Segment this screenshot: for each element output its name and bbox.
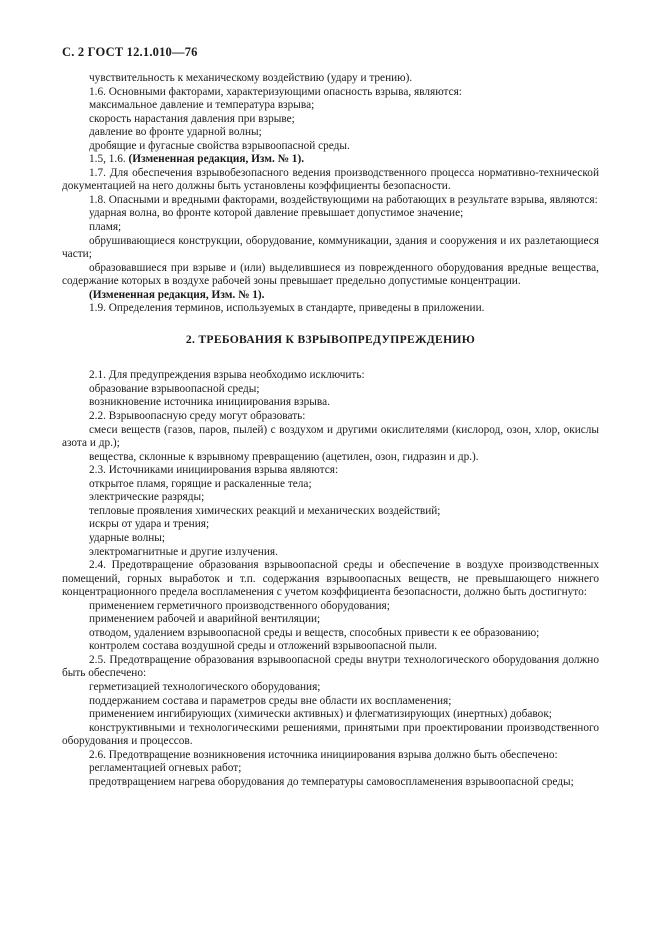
paragraph [62, 99, 599, 113]
paragraph-text: пламя; [89, 221, 122, 234]
paragraph-text: 1.7. Для обеспечения взрывобезопасного ведения производственного процесса нормативно-технической документацией на него должны быть установлены коэффициенты безопасности. [62, 166, 599, 193]
paragraph-text: герметизацией технологического оборудования; [89, 680, 321, 693]
paragraph-text: регламентацией огневых работ; [89, 762, 242, 775]
paragraph [62, 627, 599, 641]
paragraph-text: поддержанием состава и параметров среды вне области их воспламенения; [89, 694, 452, 707]
section-2-body [62, 369, 599, 789]
paragraph-text: применением рабочей и аварийной вентиляции; [89, 613, 321, 626]
page-header: С. 2 ГОСТ 12.1.010—76 [62, 45, 198, 59]
paragraph [62, 708, 599, 722]
paragraph [62, 396, 599, 410]
paragraph-text: ударная волна, во фронте которой давление превышает допустимое значение; [89, 207, 464, 220]
paragraph [62, 464, 599, 478]
paragraph [62, 424, 599, 451]
paragraph-text: предотвращением нагрева оборудования до температуры самовоспламенения взрывоопасной среды; [89, 775, 574, 788]
paragraph [62, 532, 599, 546]
paragraph [62, 518, 599, 532]
paragraph [62, 640, 599, 654]
paragraph [62, 451, 599, 465]
paragraph [62, 207, 599, 221]
paragraph-text: образование взрывоопасной среды; [89, 382, 260, 395]
amendment-note: (Измененная редакция, Изм. № 1). [125, 153, 305, 166]
paragraph-text: искры от удара и трения; [89, 518, 210, 531]
paragraph-text: 2.4. Предотвращение образования взрывоопасной среды и обеспечение в воздухе производственных помещений, горных выработок и т.п. содержания взрывоопасных веществ, не превышающего нижнего концентрационного предела воспламенения с учетом коэффициента безопасности, должно быть достигнуто: [62, 559, 599, 599]
paragraph-text: применением герметичного производственного оборудования; [89, 599, 390, 612]
paragraph [62, 262, 599, 289]
paragraph [62, 140, 599, 154]
section-1-continuation [62, 72, 599, 316]
paragraph [62, 762, 599, 776]
paragraph-text: дробящие и фугасные свойства взрывоопасной среды. [89, 139, 350, 152]
paragraph-text: (Измененная редакция, Изм. № 1). [89, 288, 265, 301]
paragraph [62, 695, 599, 709]
paragraph-text: 2.2. Взрывоопасную среду могут образовать: [89, 410, 306, 423]
paragraph [62, 505, 599, 519]
paragraph [62, 86, 599, 100]
paragraph [62, 113, 599, 127]
paragraph-text: конструктивными и технологическими решениями, принятыми при проектировании производственного оборудования и процессов. [62, 721, 599, 748]
paragraph [62, 167, 599, 194]
paragraph [62, 302, 599, 316]
paragraph [62, 559, 599, 600]
paragraph [62, 613, 599, 627]
paragraph [62, 681, 599, 695]
paragraph-text: отводом, удалением взрывоопасной среды и веществ, способных привести к ее образованию; [89, 626, 540, 639]
paragraph-text: применением ингибирующих (химически активных) и флегматизирующих (инертных) добавок; [89, 708, 552, 721]
paragraph [62, 72, 599, 86]
paragraph [62, 221, 599, 235]
paragraph-text: 1.9. Определения терминов, используемых в стандарте, приведены в приложении. [89, 302, 485, 315]
paragraph-text: скорость нарастания давления при взрыве; [89, 112, 295, 125]
paragraph [62, 194, 599, 208]
paragraph [62, 126, 599, 140]
paragraph [62, 383, 599, 397]
paragraph [62, 722, 599, 749]
paragraph-text: 1.8. Опасными и вредными факторами, воздействующими на работающих в результате взрыва, являются: [89, 193, 598, 206]
paragraph-text: тепловые проявления химических реакций и механических воздействий; [89, 504, 441, 517]
paragraph [62, 749, 599, 763]
paragraph [62, 478, 599, 492]
paragraph-text: 2.3. Источниками инициирования взрыва являются: [89, 464, 339, 477]
paragraph-text: вещества, склонные к взрывному превращению (ацетилен, озон, гидразин и др.). [89, 450, 479, 463]
paragraph [62, 369, 599, 383]
paragraph [62, 153, 599, 167]
paragraph-text: обрушивающиеся конструкции, оборудование, коммуникации, здания и сооружения и их разлетающиеся части; [62, 234, 599, 261]
paragraph-text: 1.5, 1.6. [89, 153, 126, 166]
paragraph-text: электрические разряды; [89, 491, 205, 504]
paragraph-text: электромагнитные и другие излучения. [89, 545, 278, 558]
paragraph-text: открытое пламя, горящие и раскаленные тела; [89, 477, 312, 490]
paragraph [62, 600, 599, 614]
paragraph-text: возникновение источника инициирования взрыва. [89, 396, 330, 409]
paragraph [62, 289, 599, 303]
paragraph-text: давление во фронте ударной волны; [89, 126, 262, 139]
section-2-title: 2. ТРЕБОВАНИЯ К ВЗРЫВОПРЕДУПРЕЖДЕНИЮ [185, 332, 476, 346]
paragraph-text: смеси веществ (газов, паров, пылей) с воздухом и другими окислителями (кислород, озон, хлор, окислы азота и др.); [62, 423, 599, 450]
paragraph [62, 776, 599, 790]
paragraph-text: максимальное давление и температура взрыва; [89, 99, 315, 112]
paragraph-text: чувствительность к механическому воздействию (удару и трению). [89, 72, 413, 84]
paragraph [62, 410, 599, 424]
paragraph-text: 2.1. Для предупреждения взрыва необходимо исключить: [89, 369, 365, 382]
paragraph [62, 654, 599, 681]
paragraph-text: 2.6. Предотвращение возникновения источника инициирования взрыва должно быть обеспечено: [89, 748, 558, 761]
paragraph-text: ударные волны; [89, 531, 165, 544]
document-body [62, 72, 599, 789]
paragraph-text: образовавшиеся при взрыве и (или) выделившиеся из поврежденного оборудования вредные вещества, содержание которых в воздухе рабочей зоны превышает предельно допустимые концентрации. [62, 261, 599, 288]
paragraph [62, 235, 599, 262]
paragraph [62, 491, 599, 505]
paragraph-text: контролем состава воздушной среды и отложений взрывоопасной пыли. [89, 640, 438, 653]
paragraph [62, 546, 599, 560]
paragraph-text: 1.6. Основными факторами, характеризующими опасность взрыва, являются: [89, 85, 462, 98]
paragraph-text: 2.5. Предотвращение образования взрывоопасной среды внутри технологического оборудования должно быть обеспечено: [62, 653, 599, 680]
